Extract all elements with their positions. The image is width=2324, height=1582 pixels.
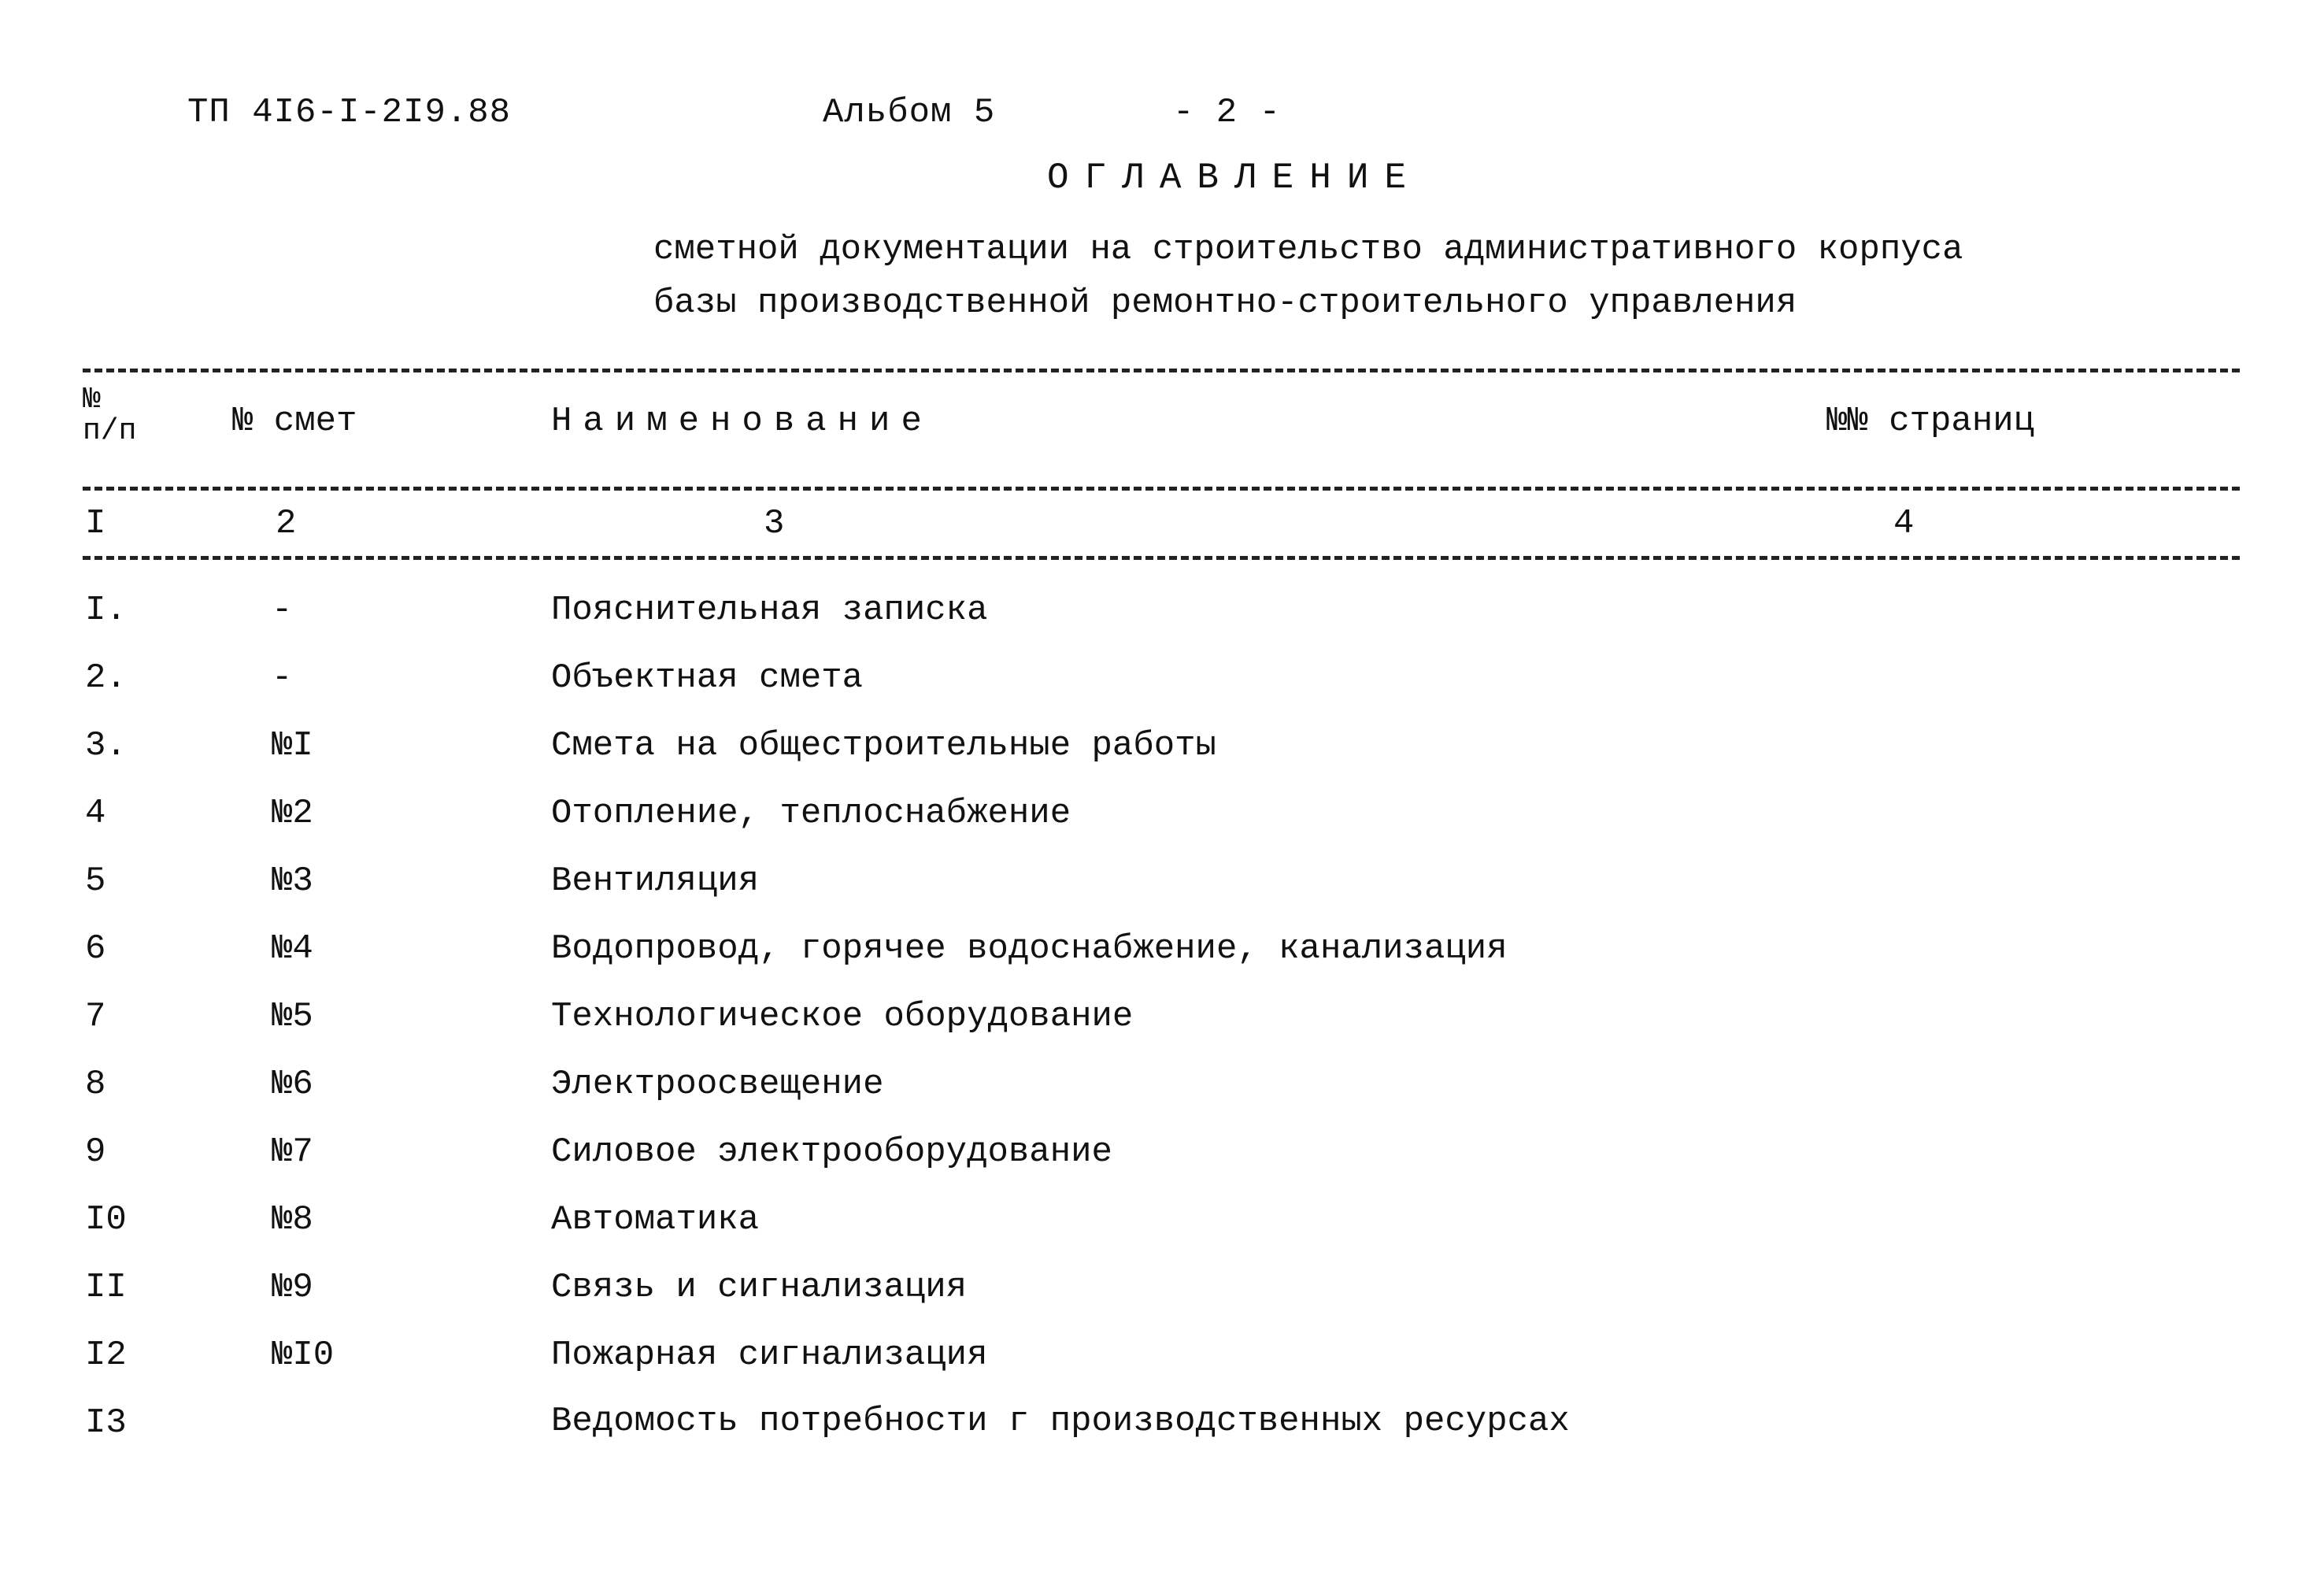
row-name: Смета на общестроительные работы <box>551 726 1216 765</box>
row-name: Объектная смета <box>551 658 864 698</box>
row-number: 4 <box>85 794 106 833</box>
table-rule-header <box>83 487 2240 491</box>
row-smeta: №8 <box>272 1200 313 1239</box>
row-smeta: №4 <box>272 929 313 969</box>
row-smeta: №3 <box>272 861 313 901</box>
row-smeta: - <box>272 591 293 630</box>
row-smeta: №6 <box>272 1065 313 1104</box>
document-code: ТП 4I6-I-2I9.88 <box>187 93 512 132</box>
row-number: 7 <box>85 997 106 1036</box>
row-number: 3. <box>85 726 127 765</box>
row-number: I3 <box>85 1403 127 1443</box>
header-np-bottom: п/п <box>83 414 137 448</box>
header-np-top: № <box>83 383 101 417</box>
row-number: I2 <box>85 1336 127 1375</box>
row-number: 8 <box>85 1065 106 1104</box>
row-name: Водопровод, горячее водоснабжение, канализация <box>551 929 1508 969</box>
row-name: Ведомость потребности г производственных ресурсах <box>551 1402 1570 1441</box>
row-smeta: - <box>272 658 293 698</box>
row-name: Технологическое оборудование <box>551 997 1134 1036</box>
table-rule-columns <box>83 556 2240 560</box>
header-np <box>83 384 136 447</box>
row-smeta: №7 <box>272 1132 313 1172</box>
row-number: 5 <box>85 861 106 901</box>
row-name: Пожарная сигнализация <box>551 1336 988 1375</box>
row-number: 2. <box>85 658 127 698</box>
header-smeta: № смет <box>232 402 357 441</box>
row-name: Вентиляция <box>551 861 760 901</box>
row-name: Электроосвещение <box>551 1065 884 1104</box>
page-title: ОГЛАВЛЕНИЕ <box>1047 157 1423 198</box>
column-number-4: 4 <box>1893 504 1915 543</box>
subtitle-line-1: сметной документации на строительство административного корпуса <box>653 230 1963 269</box>
table-rule-top <box>83 369 2240 372</box>
row-name: Силовое электрооборудование <box>551 1132 1112 1172</box>
column-number-3: 3 <box>764 504 785 543</box>
page-number: - 2 - <box>1173 93 1282 132</box>
album-label: Альбом 5 <box>823 93 996 132</box>
row-number: 9 <box>85 1132 106 1172</box>
row-name: Отопление, теплоснабжение <box>551 794 1071 833</box>
header-pages: №№ страниц <box>1826 402 2035 441</box>
row-smeta: №I0 <box>272 1336 335 1375</box>
row-name: Автоматика <box>551 1200 760 1239</box>
header-name: Наименование <box>551 402 933 441</box>
subtitle-line-2: базы производственной ремонтно-строительного управления <box>653 283 1797 323</box>
row-smeta: №9 <box>272 1268 313 1307</box>
column-number-1: I <box>85 504 106 543</box>
row-smeta: №I <box>272 726 313 765</box>
row-name: Связь и сигнализация <box>551 1268 968 1307</box>
column-number-2: 2 <box>276 504 297 543</box>
row-number: II <box>85 1268 127 1307</box>
row-number: I. <box>85 591 127 630</box>
row-number: 6 <box>85 929 106 969</box>
row-smeta: №5 <box>272 997 313 1036</box>
row-number: I0 <box>85 1200 127 1239</box>
row-name: Пояснительная записка <box>551 591 988 630</box>
row-smeta: №2 <box>272 794 313 833</box>
